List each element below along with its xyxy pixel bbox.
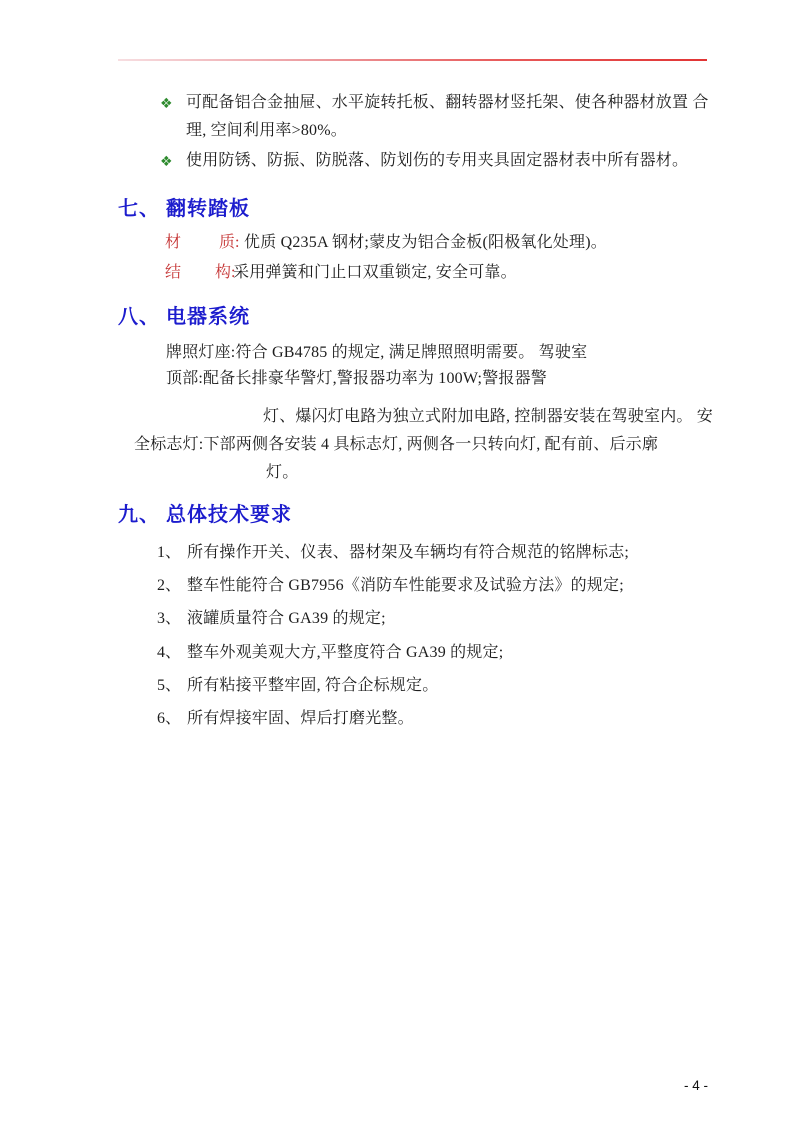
list-item-text: 液罐质量符合 GA39 的规定;: [187, 610, 386, 627]
section-number: 九、: [118, 504, 160, 526]
page-number: - 4 -: [684, 1078, 709, 1093]
bullet-text-line: 可配备铝合金抽屉、水平旋转托板、翻转器材竖托架、使各种器材放置 合: [186, 94, 709, 111]
list-item-number: 3、: [157, 610, 182, 627]
structure-label-part: 结: [165, 264, 182, 281]
diamond-bullet-icon: ❖: [160, 96, 173, 112]
bullet-text-line: 使用防锈、防振、防脱落、防划伤的专用夹具固定器材表中所有器材。: [186, 152, 689, 169]
material-label-part: 质:: [219, 234, 240, 251]
section-number: 七、: [118, 198, 160, 220]
list-item-text: 所有焊接牢固、焊后打磨光整。: [187, 710, 414, 727]
header-rule: [118, 59, 707, 61]
diamond-bullet-icon: ❖: [160, 154, 173, 170]
list-item-number: 6、: [157, 710, 182, 727]
list-item-number: 2、: [157, 577, 182, 594]
material-text: 优质 Q235A 钢材;蒙皮为铝合金板(阳极氧化处理)。: [244, 234, 607, 251]
section-title: 电器系统: [166, 306, 250, 328]
list-item-number: 4、: [157, 644, 182, 661]
list-item-number: 5、: [157, 677, 182, 694]
section-number: 八、: [118, 306, 160, 328]
list-item-text: 所有粘接平整牢固, 符合企标规定。: [187, 677, 439, 694]
paragraph-line: 牌照灯座:符合 GB4785 的规定, 满足牌照照明需要。 驾驶室: [166, 344, 588, 361]
paragraph-line: 灯。: [266, 464, 299, 481]
section-title: 翻转踏板: [166, 198, 250, 220]
material-label-part: 材: [165, 234, 182, 251]
paragraph-line: 全标志灯:下部两侧各安装 4 具标志灯, 两侧各一只转向灯, 配有前、后示廓: [134, 436, 659, 453]
paragraph-line: 顶部:配备长排豪华警灯,警报器功率为 100W;警报器警: [166, 370, 547, 387]
list-item-number: 1、: [157, 544, 182, 561]
section-title: 总体技术要求: [166, 504, 292, 526]
list-item-text: 整车外观美观大方,平整度符合 GA39 的规定;: [187, 644, 504, 661]
structure-text: 采用弹簧和门止口双重锁定, 安全可靠。: [233, 264, 517, 281]
bullet-text-line: 理, 空间利用率>80%。: [186, 122, 347, 139]
paragraph-line: 灯、爆闪灯电路为独立式附加电路, 控制器安装在驾驶室内。 安: [263, 408, 714, 425]
list-item-text: 所有操作开关、仪表、器材架及车辆均有符合规范的铭牌标志;: [187, 544, 630, 561]
structure-label-part: 构:: [215, 264, 236, 281]
list-item-text: 整车性能符合 GB7956《消防车性能要求及试验方法》的规定;: [187, 577, 624, 594]
